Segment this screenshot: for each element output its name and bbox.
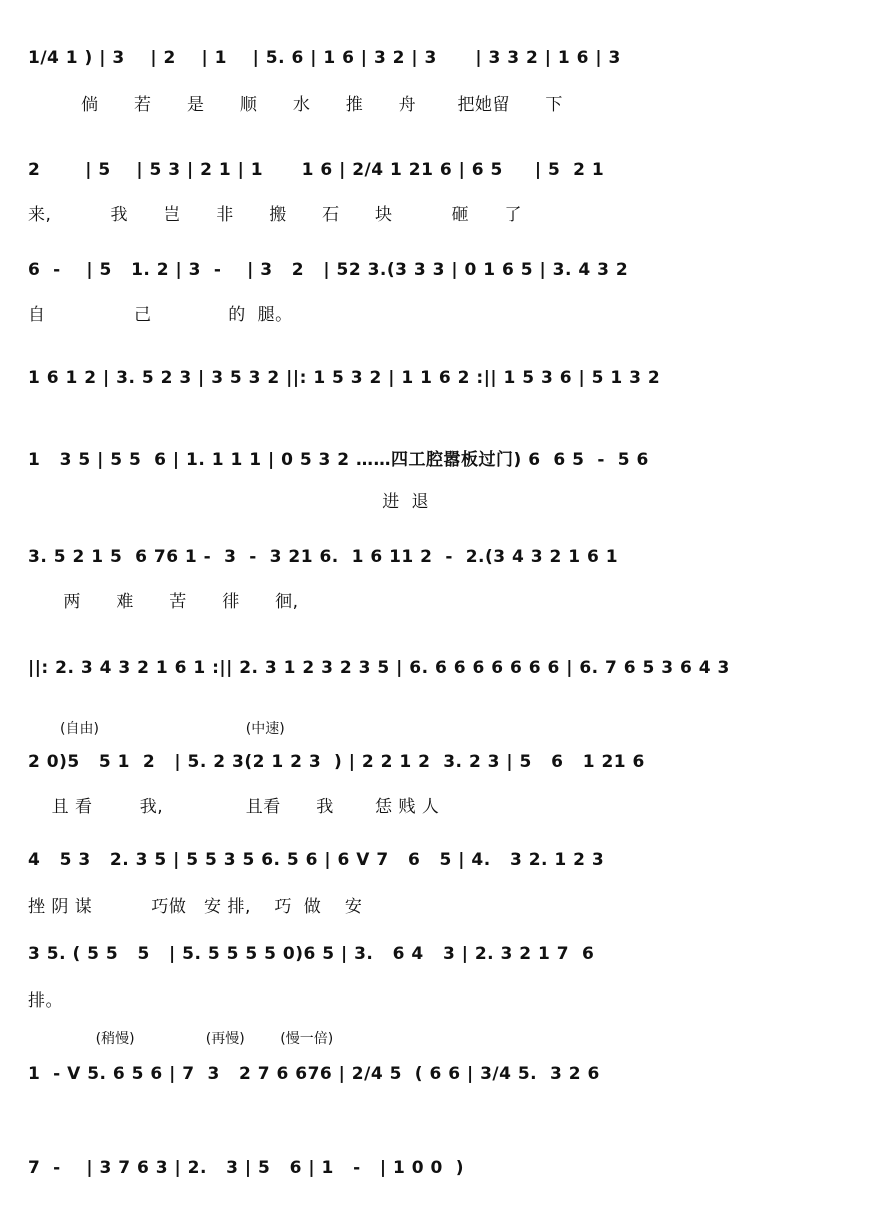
lyric-line-6: 两 难 苦 徘 徊, [28,592,299,612]
lyric-line-5: 进 退 [28,492,430,512]
notation-line-12: 7 - | 3 7 6 3 | 2. 3 | 5 6 | 1 - | 1 0 0 ) [28,1158,464,1178]
tempo-marks-11: (稍慢) (再慢) (慢一倍) [60,1031,334,1047]
tempo-marks-8: (自由) (中速) [60,721,285,737]
notation-line-8: 2 0)5 5 1 2 | 5. 2 3(2 1 2 3 ) | 2 2 1 2 3. 2 3 | 5 6 1 21 6 [28,752,645,772]
lyric-line-2: 来, 我 岂 非 搬 石 块 砸 了 [28,205,523,225]
lyric-line-10: 排。 [28,991,63,1011]
notation-line-9: 4 5 3 2. 3 5 | 5 5 3 5 6. 5 6 | 6 V 7 6 5 | 4. 3 2. 1 2 3 [28,850,605,870]
notation-line-4: 1 6 1 2 | 3. 5 2 3 | 3 5 3 2 ||: 1 5 3 2 | 1 1 6 2 :|| 1 5 3 6 | 5 1 3 2 [28,368,661,388]
lyric-line-1: 倘 若 是 顺 水 推 舟 把她留 下 [28,95,563,115]
notation-line-11: 1 - V 5. 6 5 6 | 7 3 2 7 6 676 | 2/4 5 ( 6 6 | 3/4 5. 3 2 6 [28,1064,600,1084]
notation-line-2: 2 | 5 | 5 3 | 2 1 | 1 1 6 | 2/4 1 21 6 | 6 5 | 5 2 1 [28,160,605,180]
notation-line-5: 1 3 5 | 5 5 6 | 1. 1 1 1 | 0 5 3 2 ……四工腔嚣板过门) 6 6 5 - 5 6 [28,450,649,470]
lyric-line-3: 自 己 的 腿。 [28,305,293,325]
lyric-line-8: 且 看 我, 且看 我 恁 贱 人 [28,797,440,817]
notation-line-6: 3. 5 2 1 5 6 76 1 - 3 - 3 21 6. 1 6 11 2 - 2.(3 4 3 2 1 6 1 [28,547,619,567]
notation-line-3: 6 - | 5 1. 2 | 3 - | 3 2 | 52 3.(3 3 3 | 0 1 6 5 | 3. 4 3 2 [28,260,629,280]
lyric-line-9: 挫 阴 谋 巧做 安 排, 巧 做 安 [28,897,363,917]
notation-line-1: 1/4 1 ) | 3 | 2 | 1 | 5. 6 | 1 6 | 3 2 | 3 | 3 3 2 | 1 6 | 3 [28,48,621,68]
notation-line-10: 3 5. ( 5 5 5 | 5. 5 5 5 5 0)6 5 | 3. 6 4 3 | 2. 3 2 1 7 6 [28,944,595,964]
notation-line-7: ||: 2. 3 4 3 2 1 6 1 :|| 2. 3 1 2 3 2 3 5 | 6. 6 6 6 6 6 6 6 | 6. 7 6 5 3 6 4 3 [28,658,730,678]
